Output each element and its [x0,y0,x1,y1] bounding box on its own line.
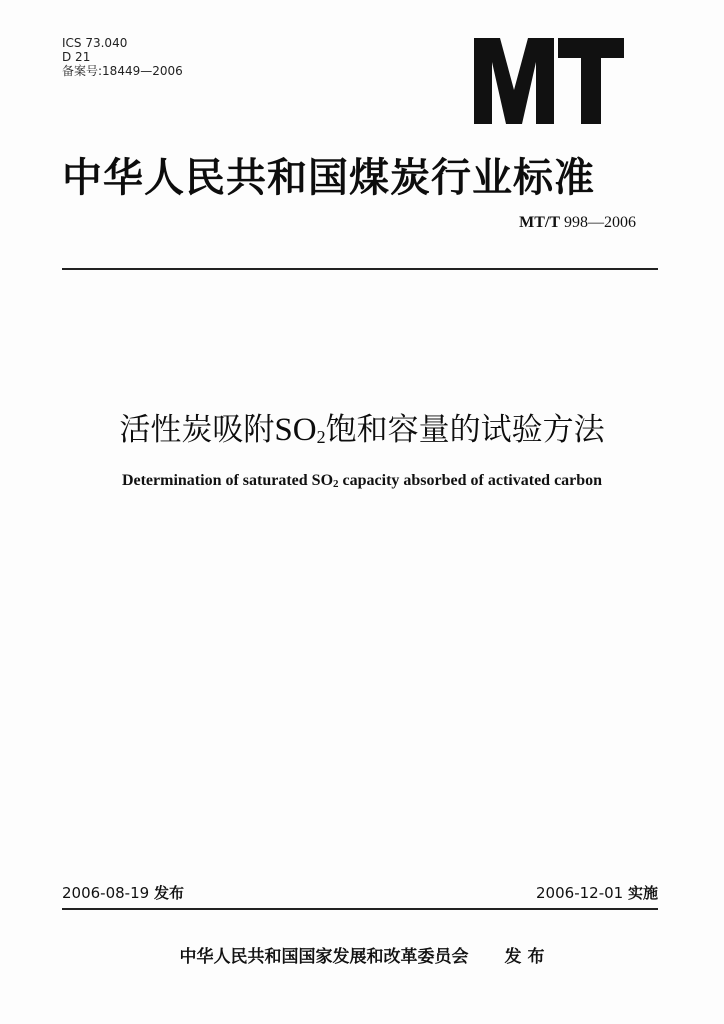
filing-number: 备案号:18449—2006 [62,64,183,78]
top-divider [62,268,658,270]
formula-main: SO [274,412,317,448]
issue-date-label: 发布 [153,884,184,902]
chinese-title-part-2: 饱和容量的试验方法 [325,412,605,448]
publisher-line [0,942,724,967]
english-title-subscript: 2 [333,478,339,490]
effective-date-value: 2006-12-01 [536,884,624,902]
formula-subscript: 2 [316,427,326,447]
english-title [0,472,724,490]
date-row [62,882,658,902]
classification-block [62,36,183,78]
issue-date [62,882,184,903]
chinese-title-part-1: 活性炭吸附 [119,412,275,448]
standard-number [519,214,636,232]
standard-code: MT/T [519,214,560,231]
effective-date-label: 实施 [627,884,658,902]
mt-logo [474,38,624,124]
industry-standard-title: 中华人民共和国煤炭行业标准 [62,155,595,201]
standard-number-value: 998—2006 [564,214,636,231]
ics-code: ICS 73.040 [62,36,128,50]
chinese-title [0,404,724,449]
english-title-part-1: Determination of saturated SO [121,472,334,489]
issue-date-value: 2006-08-19 [62,884,150,902]
ccs-code: D 21 [62,50,91,64]
chinese-title-formula [274,412,325,448]
english-title-part-2: capacity absorbed of activated carbon [338,472,603,489]
bottom-divider [62,908,658,910]
effective-date [536,882,658,903]
publisher-label: 发 布 [504,947,545,967]
publisher-name: 中华人民共和国国家发展和改革委员会 [179,947,469,967]
